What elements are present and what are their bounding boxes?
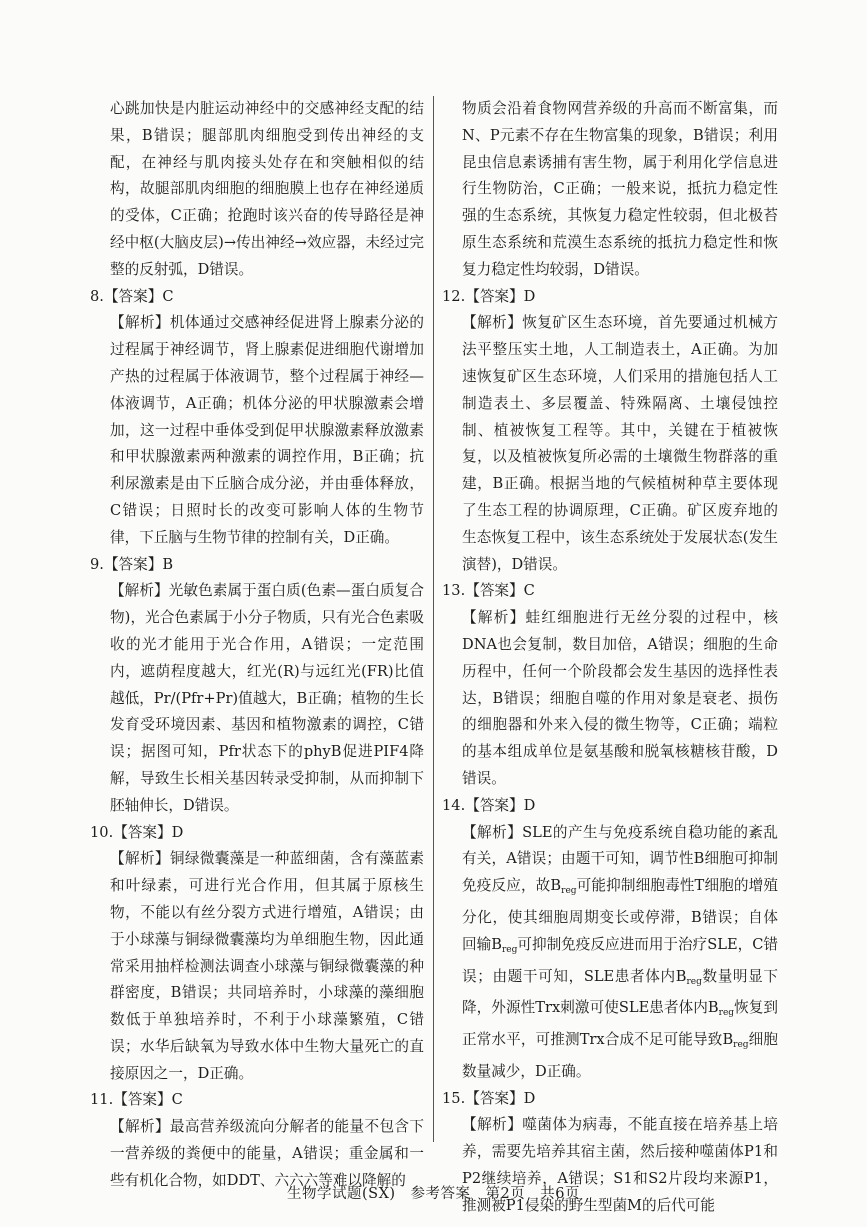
q13-number: 13. (442, 582, 466, 600)
q15-answer (442, 1086, 778, 1113)
q13-analysis: 【解析】蛙红细胞进行无丝分裂的过程中，核DNA也会复制，数目加倍，A错误；细胞的生命历程中，任何一个阶段都会发生基因的选择性表达，B错误；细胞自噬的作用对象是衰老、损伤的细胞器和外来入侵的微生物等，C正确；端粒的基本组成单位是氨基酸和脱氧核糖核苷酸，D错误。 (462, 609, 778, 787)
q14-number: 14. (442, 796, 466, 814)
q12-answer-text: 【答案】D (465, 287, 536, 305)
q14-analysis (462, 820, 778, 1086)
q14-analysis-part: 可能抑制细胞毒性T细胞的增殖分化，使其细胞周期变长或停滞，B错误；自体回输B (462, 877, 778, 953)
q11-number: 11. (90, 1091, 114, 1109)
subscript-reg: reg (501, 944, 518, 955)
q9-number: 9. (90, 555, 104, 573)
page-footer: 生物学试题(SX) 参考答案 第2页 共6页 (286, 1186, 581, 1202)
q14-analysis-part: 【解析】SLE的产生与免疫系统自稳功能的紊乱有关，A错误；由题干可知，调节性B细胞可抑制免疫反应，故B (462, 823, 778, 895)
q14-answer (442, 793, 778, 820)
q8-analysis: 【解析】机体通过交感神经促进肾上腺素分泌的过程属于神经调节，肾上腺素促进细胞代谢增加产热的过程属于体液调节，整个过程属于神经—体液调节，A正确；机体分泌的甲状腺激素会增加，这一过程中垂体受到促甲状腺激素释放激素和甲状腺激素两种激素的调控作用，B正确；抗利尿激素是由下丘脑合成分泌，并由垂体释放，C错误；日照时长的改变可影响人体的生物节律，下丘脑与生物节律的控制有关，D正确。 (110, 314, 424, 546)
q8-answer (90, 284, 424, 311)
subscript-reg: reg (718, 1008, 735, 1019)
right-column (442, 96, 778, 1220)
q10-answer-text: 【答案】D (113, 823, 184, 841)
left-column (90, 96, 424, 1195)
q8-number: 8. (90, 287, 104, 305)
continuation-text-right: 物质会沿着食物网营养级的升高而不断富集，而N、P元素不存在生物富集的现象，B错误；利用昆虫信息素诱捕有害生物，属于利用化学信息进行生物防治，C正确；一般来说，抵抗力稳定性强的生态系统，其恢复力稳定性较弱，但北极苔原生态系统和荒漠生态系统的抵抗力稳定性和恢复力稳定性均较弱，D错误。 (462, 100, 778, 278)
q10-analysis: 【解析】铜绿微囊藻是一种蓝细菌，含有藻蓝素和叶绿素，可进行光合作用，但其属于原核生物，不能以有丝分裂方式进行增殖，A错误；由于小球藻与铜绿微囊藻均为单细胞生物，因此通常采用抽样检测法调查小球藻与铜绿微囊藻的种群密度，B错误；共同培养时，小球藻的藻细胞数低于单独培养时，不利于小球藻繁殖，C错误；水华后缺氧为导致水体中生物大量死亡的直接原因之一，D正确。 (110, 850, 424, 1082)
q9-answer-text: 【答案】B (103, 555, 174, 573)
q15-answer-text: 【答案】D (465, 1089, 536, 1107)
q11-analysis: 【解析】最高营养级流向分解者的能量不包含下一营养级的粪便中的能量，A错误；重金属和一些有机化合物，如DDT、六六六等难以降解的 (110, 1118, 424, 1189)
column-divider (433, 96, 434, 1142)
q14-analysis-part: 数量明显下降，外源性Trx刺激可使SLE患者体内B (462, 967, 778, 1017)
q9-answer (90, 552, 424, 579)
q15-analysis: 【解析】噬菌体为病毒，不能直接在培养基上培养，需要先培养其宿主菌，然后接种噬菌体P1和P2继续培养，A错误；S1和S2片段均来源P1，推测被P1侵染的野生型菌M的后代可能 (462, 1116, 778, 1214)
q10-answer (90, 820, 424, 847)
q14-analysis-part: 可抑制免疫反应进而用于治疗SLE，C错误；由题干可知，SLE患者体内B (462, 935, 778, 985)
q9-analysis: 【解析】光敏色素属于蛋白质(色素—蛋白质复合物)，光合色素属于小分子物质，只有光合色素吸收的光才能用于光合作用，A错误；一定范围内，遮荫程度越大，红光(R)与远红光(FR)比值越低，Pr/(Pfr+Pr)值越大，B正确；植物的生长发育受环境因素、基因和植物激素的调控，C错误；据图可知，Pfr状态下的phyB促进PIF4降解，导致生长相关基因转录受抑制，从而抑制下胚轴伸长，D错误。 (110, 582, 424, 814)
q12-number: 12. (442, 287, 466, 305)
q12-analysis: 【解析】恢复矿区生态环境，首先要通过机械方法平整压实土地，人工制造表土，A正确。为加速恢复矿区生态环境，人们采用的措施包括人工制造表土、多层覆盖、特殊隔离、土壤侵蚀控制、植被恢复工程等。其中，关键在于植被恢复，以及植被恢复所必需的土壤微生物群落的重建，B正确。根据当地的气候植树种草主要体现了生态工程的协调原理，C正确。矿区废弃地的生态恢复工程中，该生态系统处于发展状态(发生演替)，D错误。 (462, 314, 778, 573)
q8-answer-text: 【答案】C (103, 287, 174, 305)
q10-number: 10. (90, 823, 114, 841)
q14-answer-text: 【答案】D (465, 796, 536, 814)
q11-answer (90, 1087, 424, 1114)
q13-answer (442, 578, 778, 605)
q15-number: 15. (442, 1089, 466, 1107)
subscript-reg: reg (561, 886, 577, 897)
q14-analysis-part: 细胞数量减少，D正确。 (462, 1031, 778, 1080)
subscript-reg: reg (686, 976, 702, 987)
continuation-text: 心跳加快是内脏运动神经中的交感神经支配的结果，B错误；腿部肌肉细胞受到传出神经的支配，在神经与肌肉接头处存在和突触相似的结构，故腿部肌肉细胞的细胞膜上也存在神经递质的受体，C正确；抢跑时该兴奋的传导路径是神经中枢(大脑皮层)→传出神经→效应器，未经过完整的反射弧，D错误。 (110, 100, 424, 278)
q11-answer-text: 【答案】C (113, 1091, 183, 1109)
subscript-reg: reg (733, 1040, 749, 1051)
q12-answer (442, 284, 778, 311)
q14-analysis-part: 恢复到正常水平，可推测Trx合成不足可能导致B (462, 999, 778, 1049)
q13-answer-text: 【答案】C (465, 582, 535, 600)
